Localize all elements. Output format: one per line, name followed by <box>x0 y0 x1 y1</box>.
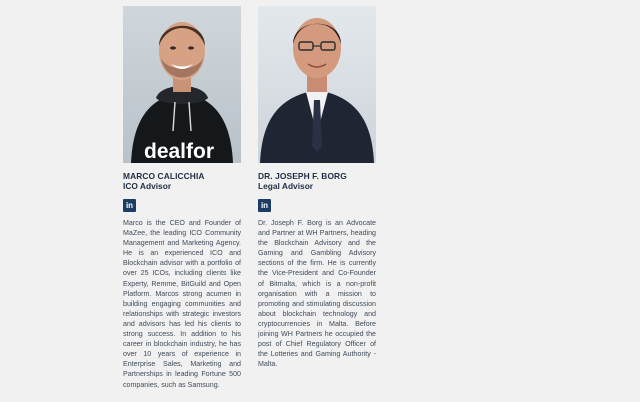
shirt-logo-text: dealfor <box>144 140 215 163</box>
team-member-bio: Marco is the CEO and Founder of MaZee, the leading ICO Community Management and Marketing Agency. He is an experienced ICO and Blockchain advisor with a portfolio of over 25 ICOs, including clients like Experty, Remme, BitGuild and Open Platform. Marcos strong acumen in building engaging communities and relationships with strategic investors and advisors has led his clients to strong success. In addition to his career in blockchain industry, he has over 10 years of experience in Enterprise Sales, Marketing and Partnerships in leading Fortune 500 companies, such as Samsung. <box>123 219 241 389</box>
linkedin-icon[interactable]: in <box>258 199 271 212</box>
team-member-role: Legal Advisor <box>258 181 314 191</box>
profile-photo-joseph <box>258 6 376 163</box>
team-member-name: MARCO CALICCHIA <box>123 171 205 181</box>
team-member-name: DR. JOSEPH F. BORG <box>258 171 347 181</box>
profile-photo-marco <box>123 6 241 163</box>
team-member-role: ICO Advisor <box>123 181 172 191</box>
team-member-bio: Dr. Joseph F. Borg is an Advocate and Partner at WH Partners, heading the Blockchain Advisory and the Gaming and Gambling Advisory sections of the firm. He is currently the Vice-President and Co-Founder of Bitmalta, which is a non-profit organisation with a mission to promoting and stimulating discussion about blockchain technology and cryptocurrencies in Malta. Before joining WH Partners he occupied the post of Chief Regulatory Officer of the Lotteries and Gaming Authority - Malta. <box>258 219 376 369</box>
team-card-joseph <box>258 6 376 369</box>
team-card-marco <box>123 6 241 390</box>
linkedin-icon[interactable]: in <box>123 199 136 212</box>
